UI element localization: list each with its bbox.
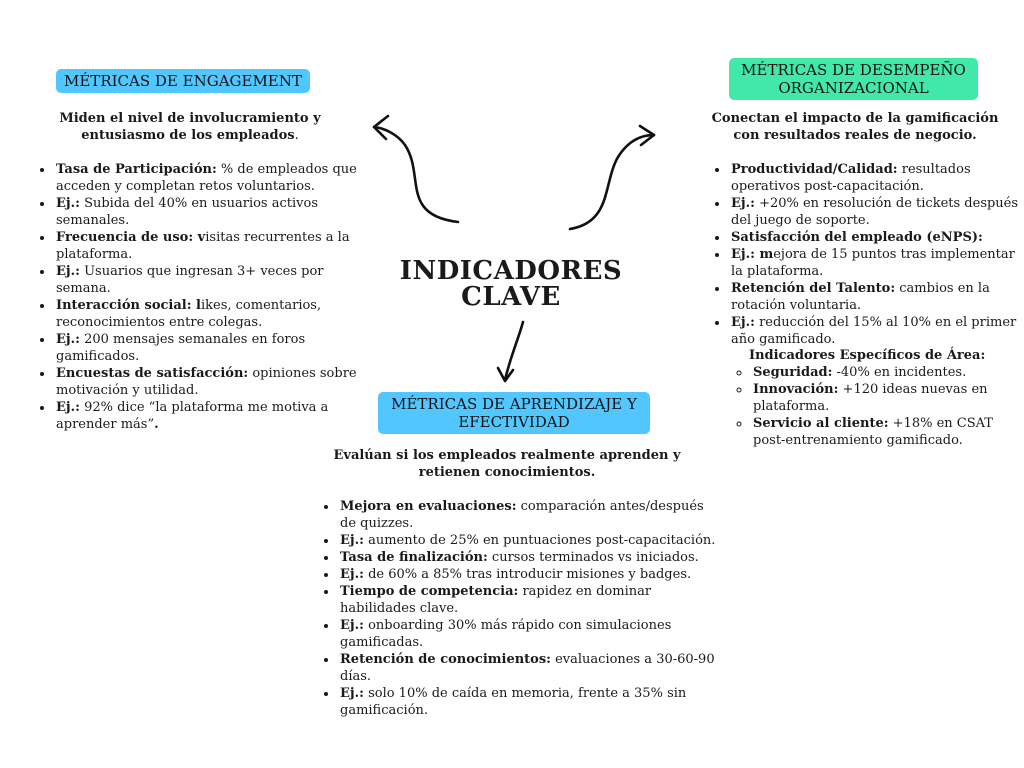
item-label: Tasa de finalización: (340, 550, 488, 565)
list-item (729, 314, 1023, 348)
list-item (54, 195, 358, 229)
item-text: rapidez en dominar habilidades clave. (340, 584, 652, 616)
item-label: Encuestas de satisfacción: (56, 366, 249, 381)
item-text: 200 mensajes semanales en foros gamificados. (56, 332, 306, 364)
arrow-to-aprendizaje (505, 322, 523, 380)
item-label: Ej.: (56, 400, 80, 415)
item-label: Retención de conocimientos: (340, 652, 551, 667)
item-text: reducción del 15% al 10% en el primer año gamificado. (731, 315, 1017, 347)
list-item (729, 195, 1023, 229)
desempeno-sublist (733, 364, 1024, 449)
list-item (751, 415, 1024, 449)
item-label: Tasa de Participación: (56, 162, 217, 177)
item-label: Ej.: (731, 315, 755, 330)
item-label: Productividad/Calidad: (731, 162, 898, 177)
list-item (338, 651, 720, 685)
item-text: aumento de 25% en puntuaciones post-capacitación. (363, 533, 716, 548)
item-text: cursos terminados vs iniciados. (487, 550, 699, 565)
item-text: -40% en incidentes. (832, 365, 967, 380)
arrow-to-desempeno (570, 135, 654, 229)
engagement-intro-text: Miden el nivel de involucramiento y entusiasmo de los empleados (59, 111, 321, 143)
item-label: Retención del Talento: (731, 281, 896, 296)
item-text: ikes, comentarios, reconocimientos entre colegas. (56, 298, 322, 330)
center-title-line2: CLAVE (461, 282, 561, 312)
item-text: comparación antes/después de quizzes. (340, 499, 704, 531)
item-label: Ej.: (340, 686, 364, 701)
aprendizaje-title-line2: EFECTIVIDAD (458, 413, 570, 431)
item-label: Ej.: (56, 332, 80, 347)
aprendizaje-title-line1: MÉTRICAS DE APRENDIZAJE Y (391, 395, 637, 413)
list-item (729, 161, 1023, 195)
item-label: Ej.: (340, 533, 364, 548)
item-text: +120 ideas nuevas en plataforma. (753, 382, 988, 414)
list-item (729, 246, 1023, 280)
item-text: 92% dice “la plataforma me motiva a aprender más” (56, 400, 329, 432)
aprendizaje-intro: Evalúan si los empleados realmente aprenden y retienen conocimientos. (333, 448, 681, 480)
list-item (54, 297, 358, 331)
item-label: Tiempo de competencia: (340, 584, 519, 599)
item-text: de 60% a 85% tras introducir misiones y badges. (363, 567, 692, 582)
list-item (751, 381, 1024, 415)
list-item (751, 364, 1024, 381)
list-item (338, 549, 720, 566)
list-item (338, 685, 720, 719)
item-label: Servicio al cliente: (753, 416, 889, 431)
desempeno-title-line2: ORGANIZACIONAL (778, 79, 929, 97)
item-text: solo 10% de caída en memoria, frente a 35% sin gamificación. (340, 686, 687, 718)
item-text: opiniones sobre motivación y utilidad. (56, 366, 357, 398)
engagement-intro-end: . (294, 128, 299, 143)
arrow-to-engagement (374, 127, 458, 222)
list-item (338, 532, 720, 549)
item-label: Ej.: (731, 196, 755, 211)
desempeno-title-line1: MÉTRICAS DE DESEMPEÑO (741, 61, 966, 79)
item-text: Usuarios que ingresan 3+ veces por semana. (56, 264, 324, 296)
list-item (338, 583, 720, 617)
desempeno-subheading: Indicadores Específicos de Área: (749, 348, 986, 363)
item-label: Mejora en evaluaciones: (340, 499, 517, 514)
desempeno-intro: Conectan el impacto de la gamificación con resultados reales de negocio. (711, 111, 999, 143)
item-text: onboarding 30% más rápido con simulaciones gamificadas. (340, 618, 672, 650)
center-title (395, 258, 627, 310)
item-label: Satisfacción del empleado (eNPS): (731, 230, 983, 245)
item-text: Subida del 40% en usuarios activos semanales. (56, 196, 318, 228)
list-item (54, 263, 358, 297)
item-tail: . (154, 417, 159, 432)
center-title-line1: INDICADORES (399, 256, 623, 286)
item-label: Ej.: (56, 196, 80, 211)
item-text: evaluaciones a 30-60-90 días. (340, 652, 715, 684)
item-text: % de empleados que acceden y completan retos voluntarios. (56, 162, 357, 194)
item-text: +20% en resolución de tickets después del juego de soporte. (731, 196, 1019, 228)
desempeno-list (711, 161, 1023, 348)
list-item (338, 498, 720, 532)
item-label: Ej.: m (731, 247, 774, 262)
engagement-title-pill (56, 69, 310, 93)
engagement-intro (50, 110, 330, 144)
item-label: Innovación: (753, 382, 839, 397)
engagement-list (36, 161, 358, 433)
item-label: Interacción social: l (56, 298, 201, 313)
list-item (54, 331, 358, 365)
list-item (338, 566, 720, 583)
item-text: cambios en la rotación voluntaria. (731, 281, 990, 313)
list-item (729, 229, 1023, 246)
list-item (338, 617, 720, 651)
item-text: isitas recurrentes a la plataforma. (56, 230, 350, 262)
list-item (54, 365, 358, 399)
list-item (54, 229, 358, 263)
item-text: ejora de 15 puntos tras implementar la plataforma. (731, 247, 1015, 279)
item-text: resultados operativos post-capacitación. (731, 162, 971, 194)
desempeno-title-pill (729, 58, 978, 100)
aprendizaje-list (320, 498, 720, 719)
item-label: Ej.: (340, 567, 364, 582)
item-label: Seguridad: (753, 365, 833, 380)
item-label: Ej.: (340, 618, 364, 633)
item-text: +18% en CSAT post-entrenamiento gamificado. (753, 416, 993, 448)
list-item (729, 280, 1023, 314)
item-label: Ej.: (56, 264, 80, 279)
item-label: Frecuencia de uso: v (56, 230, 206, 245)
list-item (54, 161, 358, 195)
list-item (54, 399, 358, 433)
engagement-title: MÉTRICAS DE ENGAGEMENT (64, 72, 302, 90)
aprendizaje-title-pill (378, 392, 650, 434)
